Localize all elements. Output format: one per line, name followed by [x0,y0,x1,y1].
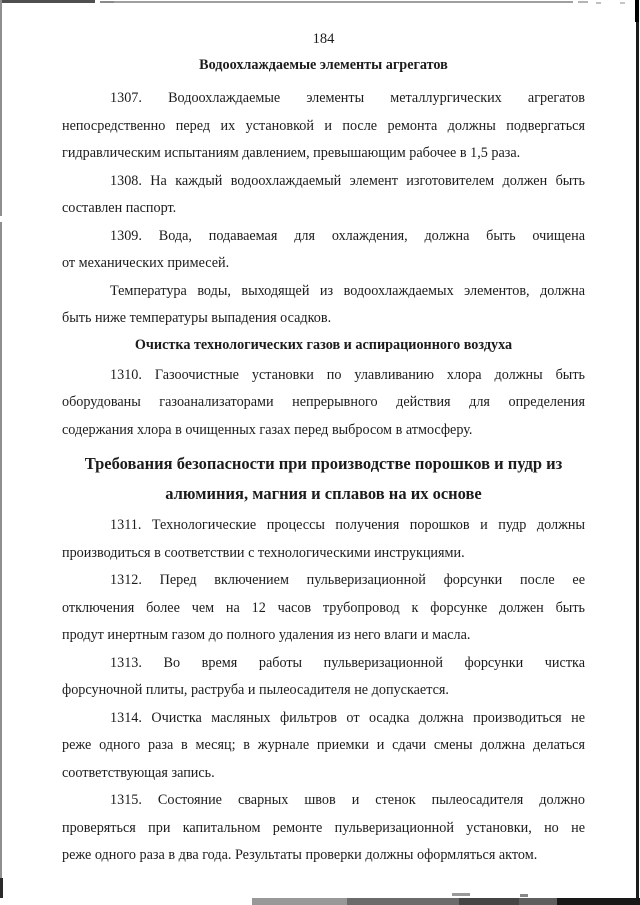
text-line: непосредственно перед их установкой и после ремонта должны подвергаться [62,117,585,134]
heading-line: Требования безопасности при производстве порошков и пудр из [84,454,563,473]
text-line: реже одного раза в месяц; в журнале приемки и сдачи смены должна делаться [62,737,585,753]
text-line: 1314. Очистка масляных фильтров от осадка должна производиться не [110,709,585,726]
scan-edge-left-dark [0,878,3,898]
text-line: содержания хлора в очищенных газах перед выбросом в атмосферу. [62,421,473,438]
text-line: 1308. На каждый водоохлаждаемый элемент изготовителем должен быть [110,172,585,189]
text-line: 1313. Во время работы пульверизационной форсунки чистка [110,654,585,671]
paragraph-1312 [62,567,585,650]
text-line: гидравлическим испытаниям давлением, превышающим рабочее в 1,5 раза. [62,145,521,161]
scan-edge-bottom-mid2 [519,898,557,905]
chapter-heading-powder-safety [62,449,585,509]
text-line: оборудованы газоанализаторами непрерывного действия для определения [62,394,585,410]
page-number: 184 [312,31,335,47]
paragraph-1311 [62,512,585,567]
text-line: продут инертным газом до полного удаления из него влаги и масла. [62,627,471,643]
paragraph-1314 [62,705,585,788]
section-heading-gas-cleaning: Очистка технологических газов и аспирационного воздуха [134,336,513,353]
text-line: составлен паспорт. [62,200,177,216]
scan-edge-top-dash [596,2,601,4]
scan-edge-bottom-gray [252,898,347,905]
paragraph-1307 [62,85,585,168]
paragraph-1313 [62,650,585,705]
text-line: быть ниже температуры выпадения осадков. [62,310,332,326]
text-line: форсуночной плиты, раструба и пылеосадителя не допускается. [62,682,449,698]
text-line: реже одного раза в два года. Результаты проверки должны оформляться актом. [62,847,538,863]
scan-edge-bottom-mark [520,894,528,897]
scan-edge-bottom-dark [459,898,519,905]
text-line: от механических примесей. [62,255,230,271]
scan-edge-right-thick [635,0,639,22]
text-line: 1307. Водоохлаждаемые элементы металлургических агрегатов [110,90,585,106]
text-line: 1310. Газоочистные установки по улавливанию хлора должны быть [110,366,585,383]
text-line: 1312. Перед включением пульверизационной форсунки после ее [110,572,585,588]
scan-edge-right [636,0,639,905]
scan-edge-bottom-black [557,898,640,905]
text-line: отключения более чем на 12 часов трубопровод к форсунке должен быть [62,599,585,616]
text-line: 1315. Состояние сварных швов и стенок пылеосадителя должно [110,792,585,808]
text-line: соответствующая запись. [62,764,215,781]
scan-edge-left-gap [0,216,3,222]
scan-edge-top-dash [620,2,625,4]
heading-line: алюминия, магния и сплавов на их основе [165,484,482,503]
text-line: Температура воды, выходящей из водоохлаждаемых элементов, должна [110,282,585,299]
text-line: производиться в соответствии с технологическими инструкциями. [62,544,465,561]
document-content [62,0,585,870]
paragraph-1310 [62,362,585,445]
paragraph-1309 [62,223,585,278]
text-line: 1309. Вода, подаваемая для охлаждения, должна быть очищена [110,227,585,244]
paragraph-water-temperature [62,278,585,333]
section-heading-water-cooled-elements: Водоохлаждаемые элементы агрегатов [199,57,448,73]
scan-edge-left [0,0,2,897]
text-line: 1311. Технологические процессы получения порошков и пудр должны [110,517,585,533]
scan-edge-bottom-mark [452,893,470,896]
text-line: проверяться при капитальном ремонте пульверизационной установки, но не [62,819,585,836]
paragraph-1315 [62,787,585,870]
paragraph-1308 [62,168,585,223]
scan-edge-bottom-mid [347,898,459,905]
